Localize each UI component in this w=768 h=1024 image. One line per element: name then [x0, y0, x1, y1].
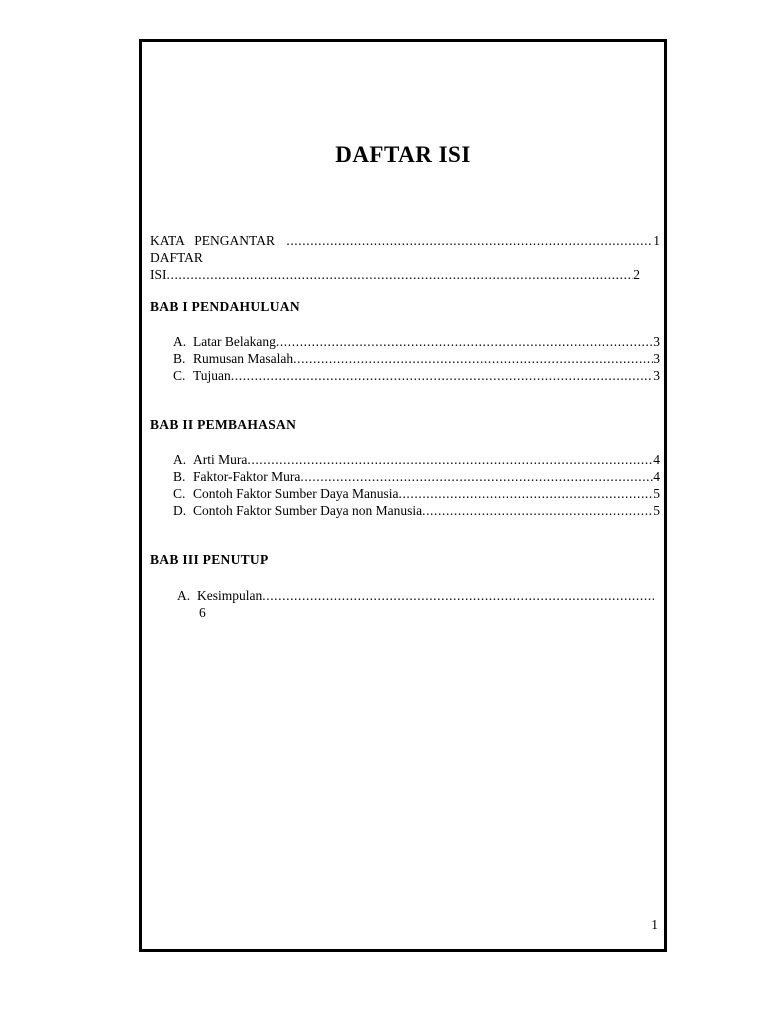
- toc-item-page: 5: [653, 503, 660, 518]
- item-marker: A.: [173, 334, 187, 349]
- dot-leader: [300, 468, 653, 485]
- toc-item-kesimpulan: [177, 587, 654, 604]
- toc-entry-page: 2: [633, 267, 640, 282]
- item-marker: C.: [173, 486, 186, 501]
- toc-entry-label: KATA PENGANTAR: [150, 233, 279, 248]
- toc-entry-daftar-isi: [150, 266, 640, 283]
- toc-item-page: 3: [653, 368, 660, 383]
- page-number: 1: [651, 917, 658, 932]
- toc-item-label: Arti Mura: [193, 452, 248, 467]
- toc-item-arti-mura: [173, 451, 660, 468]
- toc-item-label: Contoh Faktor Sumber Daya non Manusia: [193, 503, 423, 518]
- toc-item-label: Latar Belakang: [193, 334, 276, 349]
- toc-item-faktor-faktor-mura: [173, 468, 660, 485]
- toc-item-page: 5: [653, 486, 660, 501]
- item-marker: B.: [173, 351, 186, 366]
- toc-item-label: Contoh Faktor Sumber Daya Manusia: [193, 486, 399, 501]
- toc-item-label: Tujuan: [193, 368, 231, 383]
- item-marker: A.: [173, 452, 187, 467]
- toc-item-rumusan-masalah: [173, 350, 660, 367]
- dot-leader: [231, 367, 653, 384]
- toc-entry-kata-pengantar: [150, 232, 660, 249]
- toc-item-page: 3: [653, 351, 660, 366]
- dot-leader: [422, 502, 653, 519]
- item-marker: B.: [173, 469, 186, 484]
- chapter-heading-bab-3: BAB III PENUTUP: [150, 552, 269, 567]
- dot-leader: [398, 485, 653, 502]
- toc-entry-label: ISI: [150, 267, 167, 282]
- toc-item-contoh-faktor-non-sdm: [173, 502, 660, 519]
- item-marker: C.: [173, 368, 186, 383]
- toc-item-page: 3: [653, 334, 660, 349]
- dot-leader: [293, 350, 653, 367]
- chapter-heading-bab-2: BAB II PEMBAHASAN: [150, 417, 297, 432]
- item-marker: A.: [177, 588, 191, 603]
- toc-entry-page: 1: [653, 233, 660, 248]
- toc-item-label: Rumusan Masalah: [193, 351, 294, 366]
- toc-item-contoh-faktor-sdm: [173, 485, 660, 502]
- toc-item-page: 6: [199, 605, 206, 620]
- document-title: DAFTAR ISI: [335, 142, 471, 167]
- toc-item-label: Kesimpulan: [197, 588, 263, 603]
- item-marker: D.: [173, 503, 187, 518]
- chapter-heading-bab-1: BAB I PENDAHULUAN: [150, 299, 300, 314]
- toc-item-page: 4: [653, 452, 660, 467]
- dot-leader: [262, 587, 654, 604]
- dot-leader: [247, 451, 653, 468]
- toc-item-label: Faktor-Faktor Mura: [193, 469, 301, 484]
- dot-leader: [286, 232, 653, 249]
- toc-item-page: 4: [653, 469, 660, 484]
- dot-leader: [276, 333, 653, 350]
- page-frame: [139, 39, 667, 952]
- dot-leader: [167, 266, 634, 283]
- toc-item-tujuan: [173, 367, 660, 384]
- toc-entry-daftar-isi-line1: DAFTAR: [150, 250, 203, 265]
- toc-item-latar-belakang: [173, 333, 660, 350]
